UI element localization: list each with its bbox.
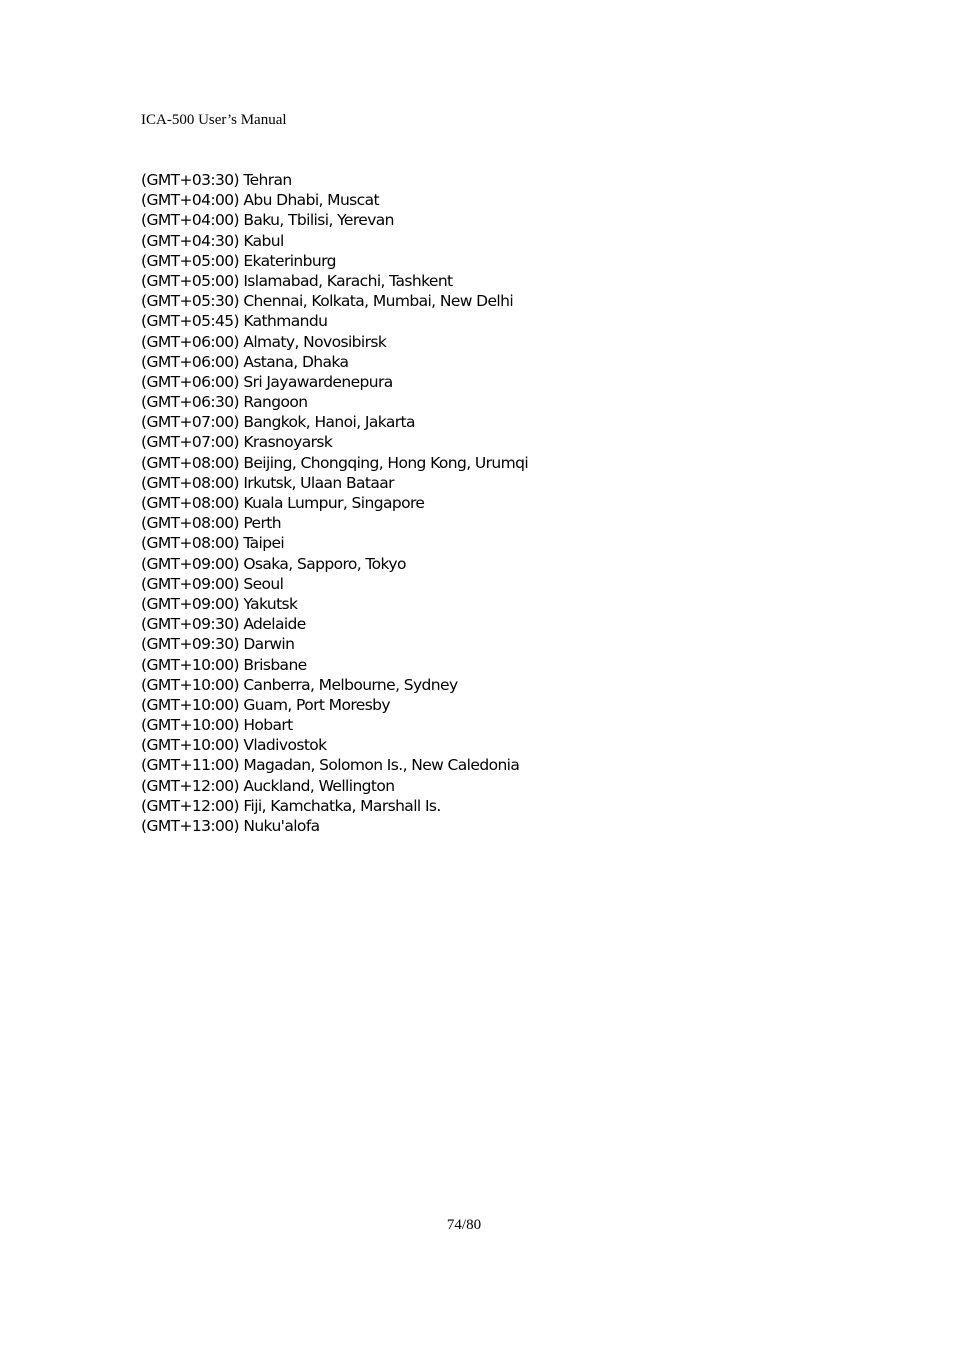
timezone-list-item: (GMT+09:30) Darwin <box>141 635 295 654</box>
timezone-list-item: (GMT+07:00) Bangkok, Hanoi, Jakarta <box>141 413 415 432</box>
timezone-list-item: (GMT+10:00) Hobart <box>141 716 293 735</box>
timezone-list-item: (GMT+10:00) Brisbane <box>141 655 307 674</box>
timezone-list-item: (GMT+07:00) Krasnoyarsk <box>141 433 333 452</box>
timezone-list-item: (GMT+06:00) Sri Jayawardenepura <box>141 372 393 391</box>
timezone-list-item: (GMT+13:00) Nuku'alofa <box>141 817 320 835</box>
timezone-list-item: (GMT+10:00) Canberra, Melbourne, Sydney <box>141 675 458 694</box>
timezone-list-item: (GMT+04:00) Baku, Tbilisi, Yerevan <box>141 211 394 230</box>
timezone-list-item: (GMT+05:30) Chennai, Kolkata, Mumbai, New Delhi <box>141 292 514 311</box>
timezone-list-item: (GMT+10:00) Guam, Port Moresby <box>141 695 390 714</box>
timezone-list-item: (GMT+06:00) Almaty, Novosibirsk <box>141 332 387 351</box>
timezone-list-item: (GMT+08:00) Beijing, Chongqing, Hong Kong, Urumqi <box>141 453 529 472</box>
timezone-list-item: (GMT+04:30) Kabul <box>141 231 284 250</box>
timezone-list-item: (GMT+08:00) Irkutsk, Ulaan Bataar <box>141 473 394 492</box>
timezone-list-item: (GMT+12:00) Fiji, Kamchatka, Marshall Is. <box>141 796 441 815</box>
running-header: ICA-500 User’s Manual <box>141 112 287 128</box>
timezone-list-item: (GMT+03:30) Tehran <box>141 171 292 189</box>
timezone-list-item: (GMT+06:00) Astana, Dhaka <box>141 352 349 371</box>
timezone-list-item: (GMT+11:00) Magadan, Solomon Is., New Caledonia <box>141 756 520 775</box>
timezone-list-item: (GMT+09:00) Yakutsk <box>141 594 298 613</box>
timezone-list-item: (GMT+05:00) Ekaterinburg <box>141 251 336 270</box>
page-number: 74/80 <box>446 1217 482 1233</box>
timezone-list-item: (GMT+06:30) Rangoon <box>141 393 308 412</box>
timezone-list-item: (GMT+09:00) Osaka, Sapporo, Tokyo <box>141 554 406 573</box>
timezone-list-item: (GMT+08:00) Kuala Lumpur, Singapore <box>141 494 425 512</box>
timezone-list-item: (GMT+04:00) Abu Dhabi, Muscat <box>141 191 379 210</box>
timezone-list-item: (GMT+08:00) Perth <box>141 514 281 533</box>
timezone-list-item: (GMT+09:30) Adelaide <box>141 615 306 634</box>
timezone-list-item: (GMT+10:00) Vladivostok <box>141 736 327 755</box>
timezone-list-item: (GMT+12:00) Auckland, Wellington <box>141 776 395 795</box>
timezone-list <box>141 170 621 836</box>
timezone-list-item: (GMT+08:00) Taipei <box>141 534 285 553</box>
timezone-list-item: (GMT+05:00) Islamabad, Karachi, Tashkent <box>141 271 453 290</box>
timezone-list-item: (GMT+05:45) Kathmandu <box>141 312 328 331</box>
timezone-list-item: (GMT+09:00) Seoul <box>141 574 284 593</box>
